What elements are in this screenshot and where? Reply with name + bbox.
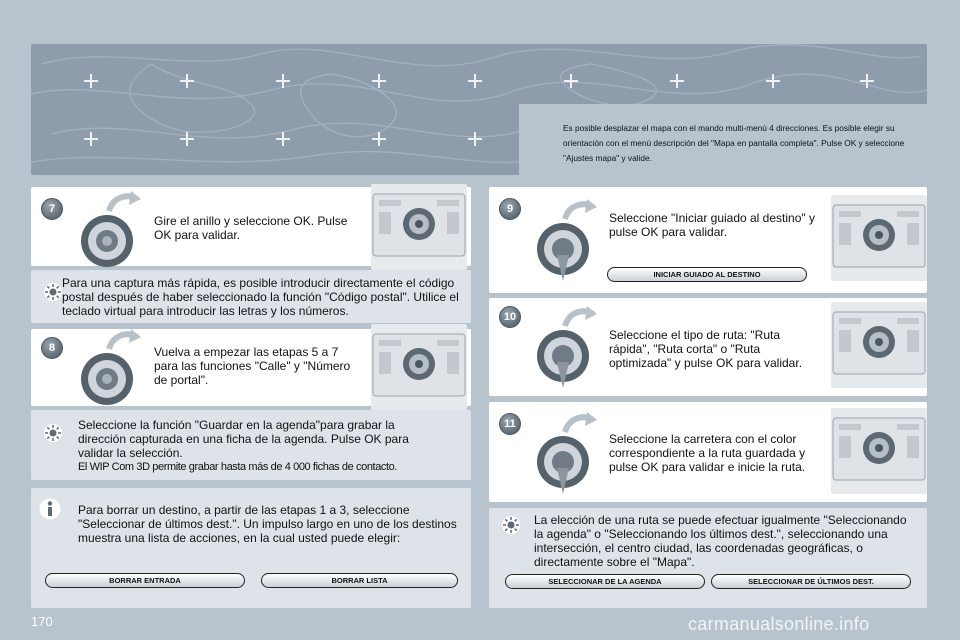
- erase-info-box: [31, 488, 471, 608]
- select-from-agenda-button[interactable]: SELECCIONAR DE LA AGENDA: [505, 574, 705, 589]
- radio-unit-icon: [371, 184, 467, 270]
- step-10-text: Seleccione el tipo de ruta: "Ruta rápida", "Ruta corta" o "Ruta optimizada" y pulse OK para validar.: [609, 328, 803, 370]
- tip-sun-icon: [43, 282, 63, 302]
- map-banner: [31, 44, 927, 175]
- tip-sun-icon: [501, 515, 521, 535]
- erase-info-text: Para borrar un destino, a partir de las etapas 1 a 3, seleccione "Seleccionar de últimos dest.". Un impulso largo en uno de los destinos muestra una lista de acciones, en la cual usted puede elegir:: [78, 503, 457, 545]
- rotary-knob-icon: [79, 189, 143, 275]
- step-9-badge: 9: [499, 198, 521, 220]
- watermark: carmanualsonline.info: [688, 614, 870, 634]
- agenda-tip: [31, 410, 471, 480]
- rotary-knob-icon: [535, 410, 599, 496]
- agenda-tip-capacity: El WIP Com 3D permite grabar hasta más de 4 000 fichas de contacto.: [78, 461, 398, 473]
- page-number: 170: [31, 614, 53, 629]
- tip-sun-icon: [43, 423, 63, 443]
- step-7-badge: 7: [41, 198, 63, 220]
- map-note: [519, 104, 927, 175]
- step-8-text: Vuelva a empezar las etapas 5 a 7 para las funciones "Calle" y "Número de portal".: [154, 345, 351, 387]
- step-10-badge: 10: [499, 306, 521, 328]
- rotary-knob-icon: [535, 197, 599, 283]
- step-7-text: Gire el anillo y seleccione OK. Pulse OK para validar.: [154, 214, 348, 242]
- rotary-knob-icon: [535, 304, 599, 390]
- step-11-panel: [489, 402, 927, 502]
- step-10-panel: [489, 298, 927, 396]
- step-7-panel: [31, 187, 471, 266]
- route-choice-tip: [489, 508, 927, 608]
- step-8-badge: 8: [41, 337, 63, 359]
- step-11-text: Seleccione la carretera con el color correspondiente a la ruta guardada y pulse OK para validar e inicie la ruta.: [609, 432, 806, 474]
- rotary-knob-icon: [79, 327, 143, 413]
- postal-code-tip: [31, 270, 471, 323]
- step-11-badge: 11: [499, 413, 521, 435]
- info-icon: [39, 498, 61, 520]
- radio-unit-icon: [831, 302, 927, 388]
- select-from-last-destinations-button[interactable]: SELECCIONAR DE ÚLTIMOS DEST.: [711, 574, 911, 589]
- route-choice-tip-text: La elección de una ruta se puede efectuar igualmente "Seleccionando la agenda" o "Seleccionando los últimos dest.", seleccionando una intersección, el centro ciudad, las coordenadas geográficas, o directamente sobre el "Mapa".: [534, 513, 907, 569]
- step-8-panel: [31, 329, 471, 406]
- map-note-text: Es posible desplazar el mapa con el mando multi-menú 4 direcciones. Es posible elegir su orientación con el menú descripción del "Mapa en pantalla completa". Pulse OK y seleccione "Ajustes mapa" y valide.: [563, 123, 905, 163]
- radio-unit-icon: [831, 408, 927, 494]
- radio-unit-icon: [831, 195, 927, 281]
- radio-unit-icon: [371, 324, 467, 410]
- start-guidance-button[interactable]: INICIAR GUIADO AL DESTINO: [607, 267, 807, 282]
- step-9-panel: [489, 187, 927, 293]
- delete-entry-button[interactable]: BORRAR ENTRADA: [45, 573, 245, 588]
- agenda-tip-text: Seleccione la función "Guardar en la agenda"para grabar la dirección capturada en una ficha de la agenda. Pulse OK para validar la selección.: [78, 418, 409, 460]
- postal-code-tip-text: Para una captura más rápida, es posible introducir directamente el código postal después de haber seleccionado la función "Código postal". Utilice el teclado virtual para introducir las letras y los números.: [62, 276, 459, 318]
- delete-list-button[interactable]: BORRAR LISTA: [261, 573, 458, 588]
- step-9-text: Seleccione "Iniciar guiado al destino" y pulse OK para validar.: [609, 211, 815, 239]
